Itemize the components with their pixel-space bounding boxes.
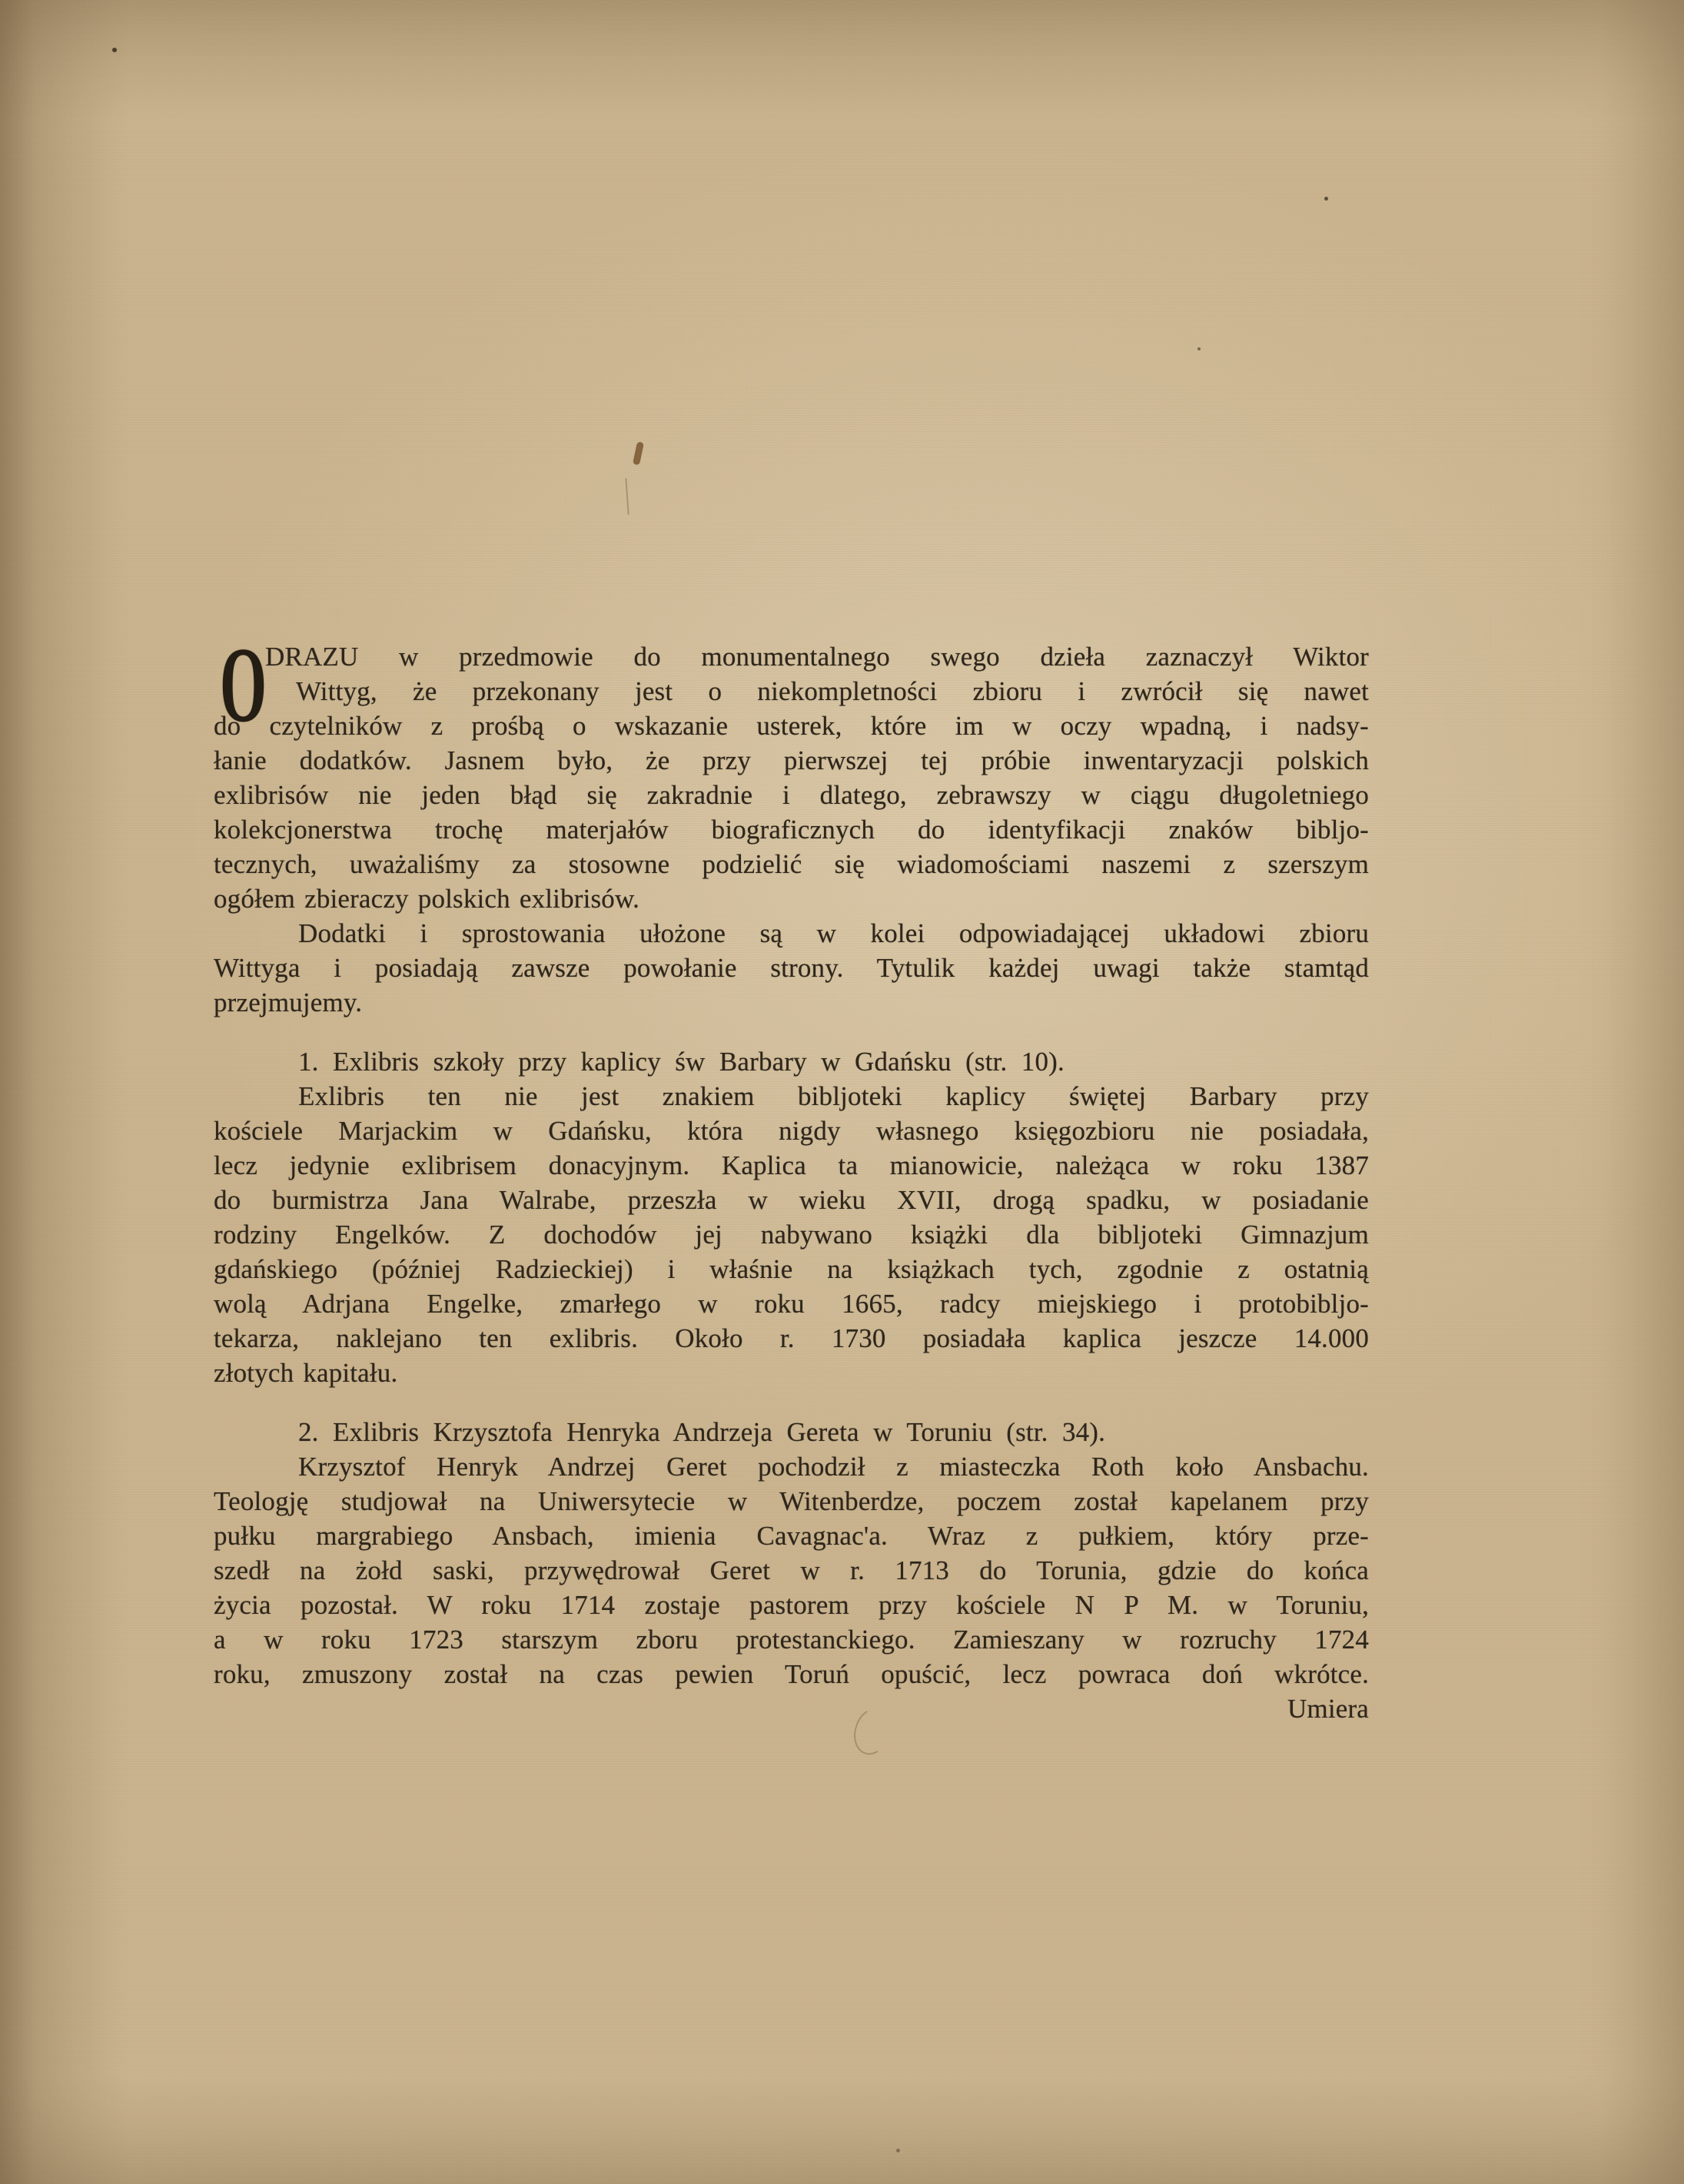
paragraph <box>214 639 1369 916</box>
text-line: rodziny Engelków. Z dochodów jej nabywano książki dla bibljoteki Gimnazjum <box>214 1220 1369 1250</box>
paper-speck <box>1197 347 1201 350</box>
text-line: lecz jedynie exlibrisem donacyjnym. Kaplica ta mianowicie, należąca w roku 1387 <box>214 1150 1369 1180</box>
paragraph <box>214 916 1369 1020</box>
paper-fiber <box>625 478 629 515</box>
text-line: kościele Marjackim w Gdańsku, która nigdy własnego księgozbioru nie posiadała, <box>214 1116 1369 1146</box>
text-line: roku, zmuszony został na czas pewien Toruń opuścić, lecz powraca doń wkrótce. <box>214 1659 1369 1689</box>
text-line: wolą Adrjana Engelke, zmarłego w roku 1665, radcy miejskiego i protobibljo- <box>214 1289 1369 1319</box>
text-line: do czytelników z prośbą o wskazanie usterek, które im w oczy wpadną, i nadsy- <box>214 711 1369 741</box>
paper-speck <box>112 48 117 52</box>
block-gap <box>214 1390 1369 1415</box>
section-heading <box>214 1415 1369 1449</box>
text-line: złotych kapitału. <box>214 1358 398 1388</box>
drop-cap-letter: O <box>220 626 267 745</box>
text-line: pułku margrabiego Ansbach, imienia Cavagnac'a. Wraz z pułkiem, który prze- <box>214 1521 1369 1551</box>
text-line: tekarza, naklejano ten exlibris. Około r. 1730 posiadała kaplica jeszcze 14.000 <box>214 1323 1369 1353</box>
text-line: 2. Exlibris Krzysztofa Henryka Andrzeja Gereta w Toruniu (str. 34). <box>298 1417 1106 1447</box>
text-line: kolekcjonerstwa trochę materjałów biograficznych do identyfikacji znaków bibljo- <box>214 815 1369 845</box>
text-line: przejmujemy. <box>214 987 363 1017</box>
text-line: życia pozostał. W roku 1714 zostaje pastorem przy kościele N P M. w Toruniu, <box>214 1590 1369 1620</box>
paragraph <box>214 1449 1369 1726</box>
text-line: gdańskiego (później Radzieckiej) i właśnie na książkach tych, zgodnie z ostatnią <box>214 1254 1369 1284</box>
paper-speck <box>1324 197 1328 201</box>
paragraph <box>214 1079 1369 1390</box>
text-line: DRAZU w przedmowie do monumentalnego swego dzieła zaznaczył Wiktor <box>265 642 1369 672</box>
paper-speck <box>896 2149 900 2152</box>
text-line: Wittyga i posiadają zawsze powołanie strony. Tytulik każdej uwagi także stamtąd <box>214 953 1369 983</box>
text-line: exlibrisów nie jeden błąd się zakradnie i dlatego, zebrawszy w ciągu długoletniego <box>214 780 1369 810</box>
text-line: Teologję studjował na Uniwersytecie w Witenberdze, poczem został kapelanem przy <box>214 1486 1369 1516</box>
text-line: szedł na żołd saski, przywędrował Geret w r. 1713 do Torunia, gdzie do końca <box>214 1555 1369 1585</box>
text-line: tecznych, uważaliśmy za stosowne podzielić się wiadomościami naszemi z szerszym <box>214 849 1369 879</box>
text-line: Wittyg, że przekonany jest o niekompletności zbioru i zwrócił się nawet <box>296 676 1369 706</box>
text-line: ogółem zbieraczy polskich exlibrisów. <box>214 884 640 914</box>
text-block <box>214 626 1369 1726</box>
text-content <box>214 639 1369 1726</box>
text-line: Dodatki i sprostowania ułożone są w kolei odpowiadającej układowi zbioru <box>298 918 1369 948</box>
text-line: Umiera <box>1287 1694 1369 1724</box>
section-heading <box>214 1044 1369 1079</box>
text-line: 1. Exlibris szkoły przy kaplicy św Barbary w Gdańsku (str. 10). <box>298 1047 1065 1077</box>
text-line: łanie dodatków. Jasnem było, że przy pierwszej tej próbie inwentaryzacji polskich <box>214 745 1369 775</box>
text-line: a w roku 1723 starszym zboru protestanckiego. Zamieszany w rozruchy 1724 <box>214 1625 1369 1655</box>
text-line: Exlibris ten nie jest znakiem bibljoteki kaplicy świętej Barbary przy <box>298 1081 1369 1111</box>
ink-fleck <box>633 441 644 465</box>
text-line: do burmistrza Jana Walrabe, przeszła w wieku XVII, drogą spadku, w posiadanie <box>214 1185 1369 1215</box>
block-gap <box>214 1020 1369 1044</box>
text-line: Krzysztof Henryk Andrzej Geret pochodził z miasteczka Roth koło Ansbachu. <box>298 1452 1369 1482</box>
